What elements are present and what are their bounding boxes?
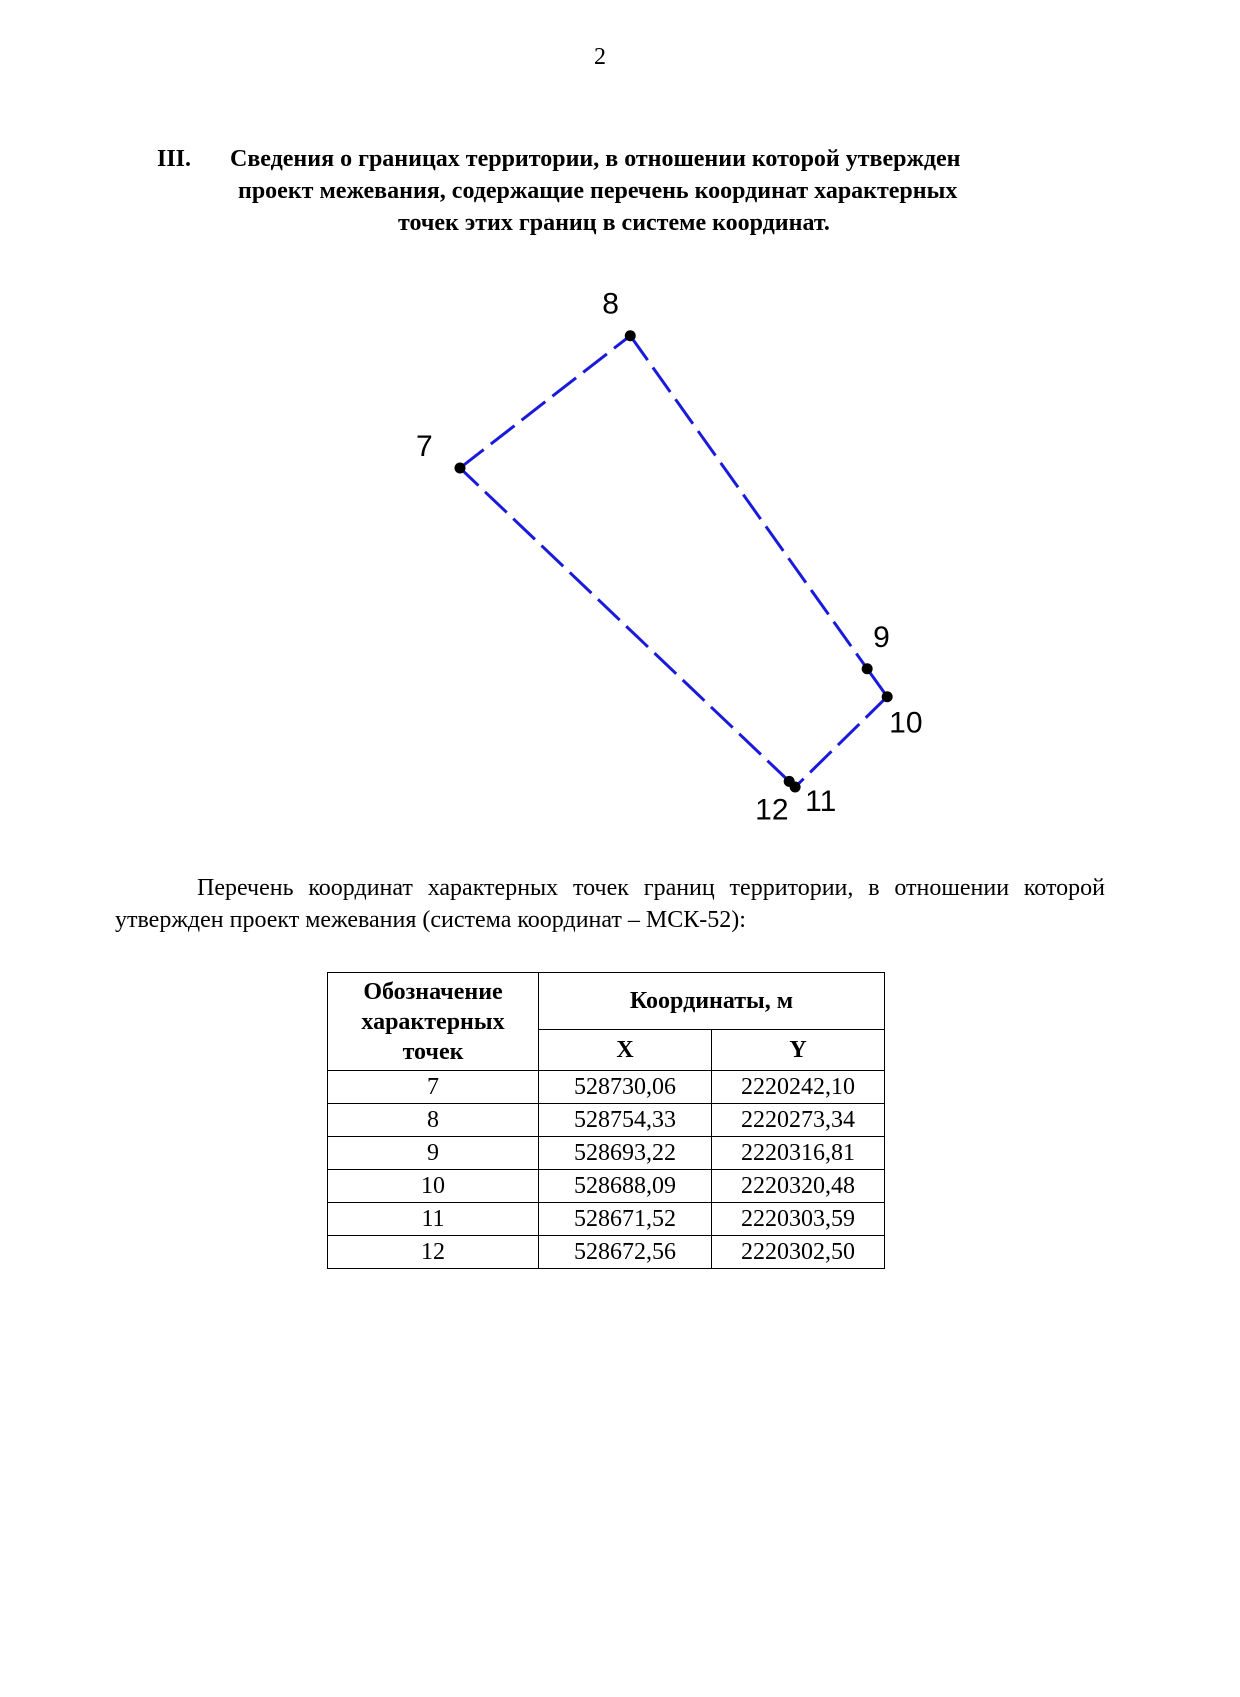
boundary-segment xyxy=(795,697,887,787)
boundary-points xyxy=(455,330,893,792)
intro-paragraph xyxy=(115,872,1105,936)
cell-x: 528672,56 xyxy=(539,1236,712,1269)
cell-point-name: 10 xyxy=(328,1170,539,1203)
table-row xyxy=(328,1071,885,1104)
point-label-12: 12 xyxy=(755,793,789,827)
cell-point-name: 12 xyxy=(328,1236,539,1269)
cell-y: 2220320,48 xyxy=(712,1170,885,1203)
cell-y: 2220273,34 xyxy=(712,1104,885,1137)
header-y: Y xyxy=(712,1030,885,1071)
cell-y: 2220302,50 xyxy=(712,1236,885,1269)
section-title-line-3: точек этих границ в системе координат. xyxy=(398,210,830,236)
cell-x: 528671,52 xyxy=(539,1203,712,1236)
boundary-point-9 xyxy=(862,663,873,674)
cell-x: 528730,06 xyxy=(539,1071,712,1104)
header-point-name-line-3: точек xyxy=(402,1038,464,1065)
cell-point-name: 7 xyxy=(328,1071,539,1104)
header-x: X xyxy=(539,1030,712,1071)
cell-x: 528693,22 xyxy=(539,1137,712,1170)
point-label-11: 11 xyxy=(805,785,837,819)
point-label-10: 10 xyxy=(889,706,923,740)
boundary-scheme xyxy=(0,0,1200,827)
table-row xyxy=(328,1236,885,1269)
boundary-lines xyxy=(460,336,887,787)
boundary-segment xyxy=(630,336,867,669)
section-title-line-1: Сведения о границах территории, в отношении которой утвержден xyxy=(230,146,961,172)
point-label-7: 7 xyxy=(416,430,433,463)
intro-text: Перечень координат характерных точек границ территории, в отношении которой утвержден проект межевания (система координат – МСК-52): xyxy=(115,875,1105,933)
header-coordinates: Координаты, м xyxy=(539,973,885,1030)
table-row xyxy=(328,1137,885,1170)
header-point-name-line-2: характерных xyxy=(361,1008,505,1035)
table-row xyxy=(328,1170,885,1203)
page-number: 2 xyxy=(594,44,606,70)
cell-point-name: 9 xyxy=(328,1137,539,1170)
section-number: III. xyxy=(157,146,192,172)
cell-y: 2220316,81 xyxy=(712,1137,885,1170)
header-point-name-line-1: Обозначение xyxy=(363,978,503,1005)
boundary-labels xyxy=(416,288,923,827)
boundary-segment xyxy=(460,468,789,781)
boundary-point-7 xyxy=(455,463,466,474)
cell-x: 528688,09 xyxy=(539,1170,712,1203)
cell-y: 2220242,10 xyxy=(712,1071,885,1104)
coordinates-table xyxy=(327,972,885,1269)
cell-x: 528754,33 xyxy=(539,1104,712,1137)
boundary-point-8 xyxy=(625,330,636,341)
table-row xyxy=(328,1104,885,1137)
boundary-point-12 xyxy=(784,776,795,787)
table-row xyxy=(328,1203,885,1236)
boundary-segment xyxy=(460,336,630,468)
boundary-point-10 xyxy=(882,691,893,702)
section-title-line-2: проект межевания, содержащие перечень координат характерных xyxy=(238,178,958,204)
cell-point-name: 11 xyxy=(328,1203,539,1236)
point-label-9: 9 xyxy=(873,620,890,654)
cell-y: 2220303,59 xyxy=(712,1203,885,1236)
point-label-8: 8 xyxy=(602,287,619,321)
header-point-name xyxy=(328,973,539,1071)
cell-point-name: 8 xyxy=(328,1104,539,1137)
